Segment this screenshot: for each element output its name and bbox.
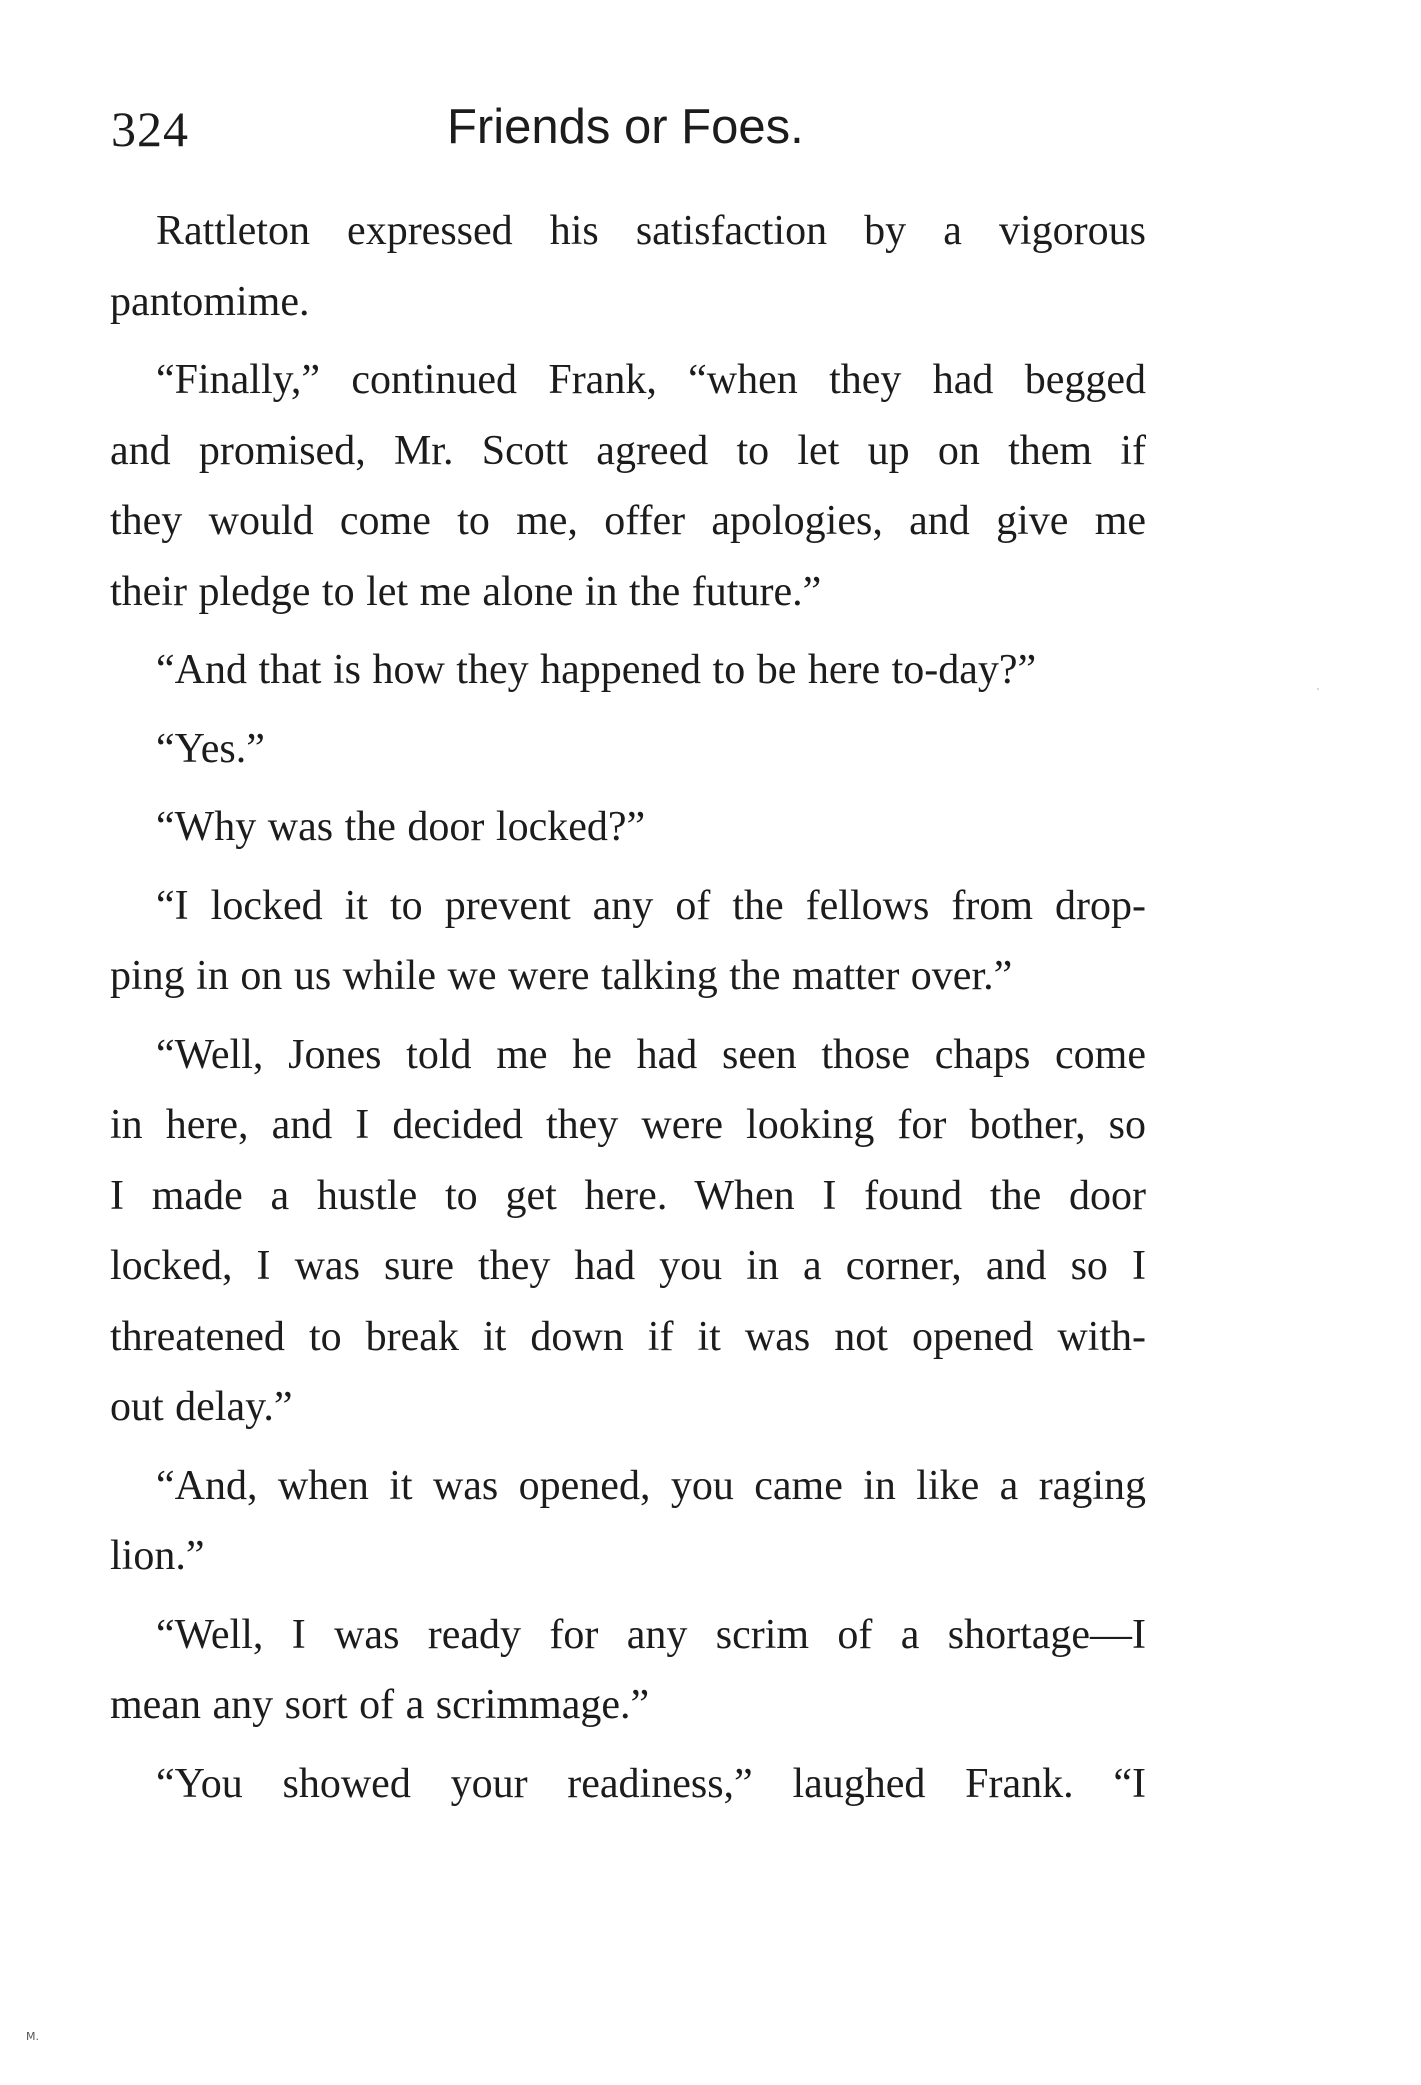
paragraph <box>110 1749 1146 1820</box>
footer-mark: M. <box>26 2030 39 2043</box>
paragraph <box>110 196 1146 337</box>
text-line: “Finally,” continued Frank, “when they had begged <box>156 357 1146 403</box>
text-line: “Well, I was ready for any scrim of a shortage—I <box>156 1611 1146 1658</box>
paragraph <box>110 871 1146 1012</box>
text-line: in here, and I decided they were looking for bother, so <box>110 1102 1146 1148</box>
text-line: pantomime. <box>110 278 310 325</box>
paragraph <box>110 1600 1146 1741</box>
body-text <box>110 196 1146 1819</box>
paragraph <box>110 792 1146 863</box>
text-line: ping in on us while we were talking the matter over.” <box>110 953 1013 999</box>
text-line: out delay.” <box>110 1384 293 1430</box>
page-number: 324 <box>111 101 189 157</box>
text-line: I made a hustle to get here. When I found the door <box>110 1172 1146 1219</box>
paragraph <box>110 714 1146 785</box>
running-title: Friends or Foes. <box>447 100 804 154</box>
text-line: “Well, Jones told me he had seen those chaps come <box>156 1031 1146 1078</box>
paper-speck <box>1317 688 1319 690</box>
text-line: their pledge to let me alone in the future.” <box>110 568 822 615</box>
text-line: “And that is how they happened to be here to-day?” <box>156 647 1037 693</box>
paragraph <box>110 1020 1146 1443</box>
text-line: locked, I was sure they had you in a corner, and so I <box>110 1243 1146 1289</box>
paragraph <box>110 345 1146 627</box>
text-line: “Why was the door locked?” <box>156 804 646 850</box>
text-line: lion.” <box>110 1533 205 1579</box>
text-line: they would come to me, offer apologies, and give me <box>110 498 1146 544</box>
text-line: “You showed your readiness,” laughed Frank. “I <box>156 1760 1146 1807</box>
text-line: “Yes.” <box>156 725 265 772</box>
text-line: and promised, Mr. Scott agreed to let up on them if <box>110 427 1146 474</box>
paragraph <box>110 635 1146 706</box>
text-line: “And, when it was opened, you came in like a raging <box>156 1462 1146 1509</box>
text-line: threatened to break it down if it was not opened with- <box>110 1313 1146 1360</box>
text-line: “I locked it to prevent any of the fellows from drop- <box>156 882 1146 929</box>
text-line: mean any sort of a scrimmage.” <box>110 1682 650 1728</box>
paragraph <box>110 1451 1146 1592</box>
text-line: Rattleton expressed his satisfaction by a vigorous <box>156 208 1146 254</box>
